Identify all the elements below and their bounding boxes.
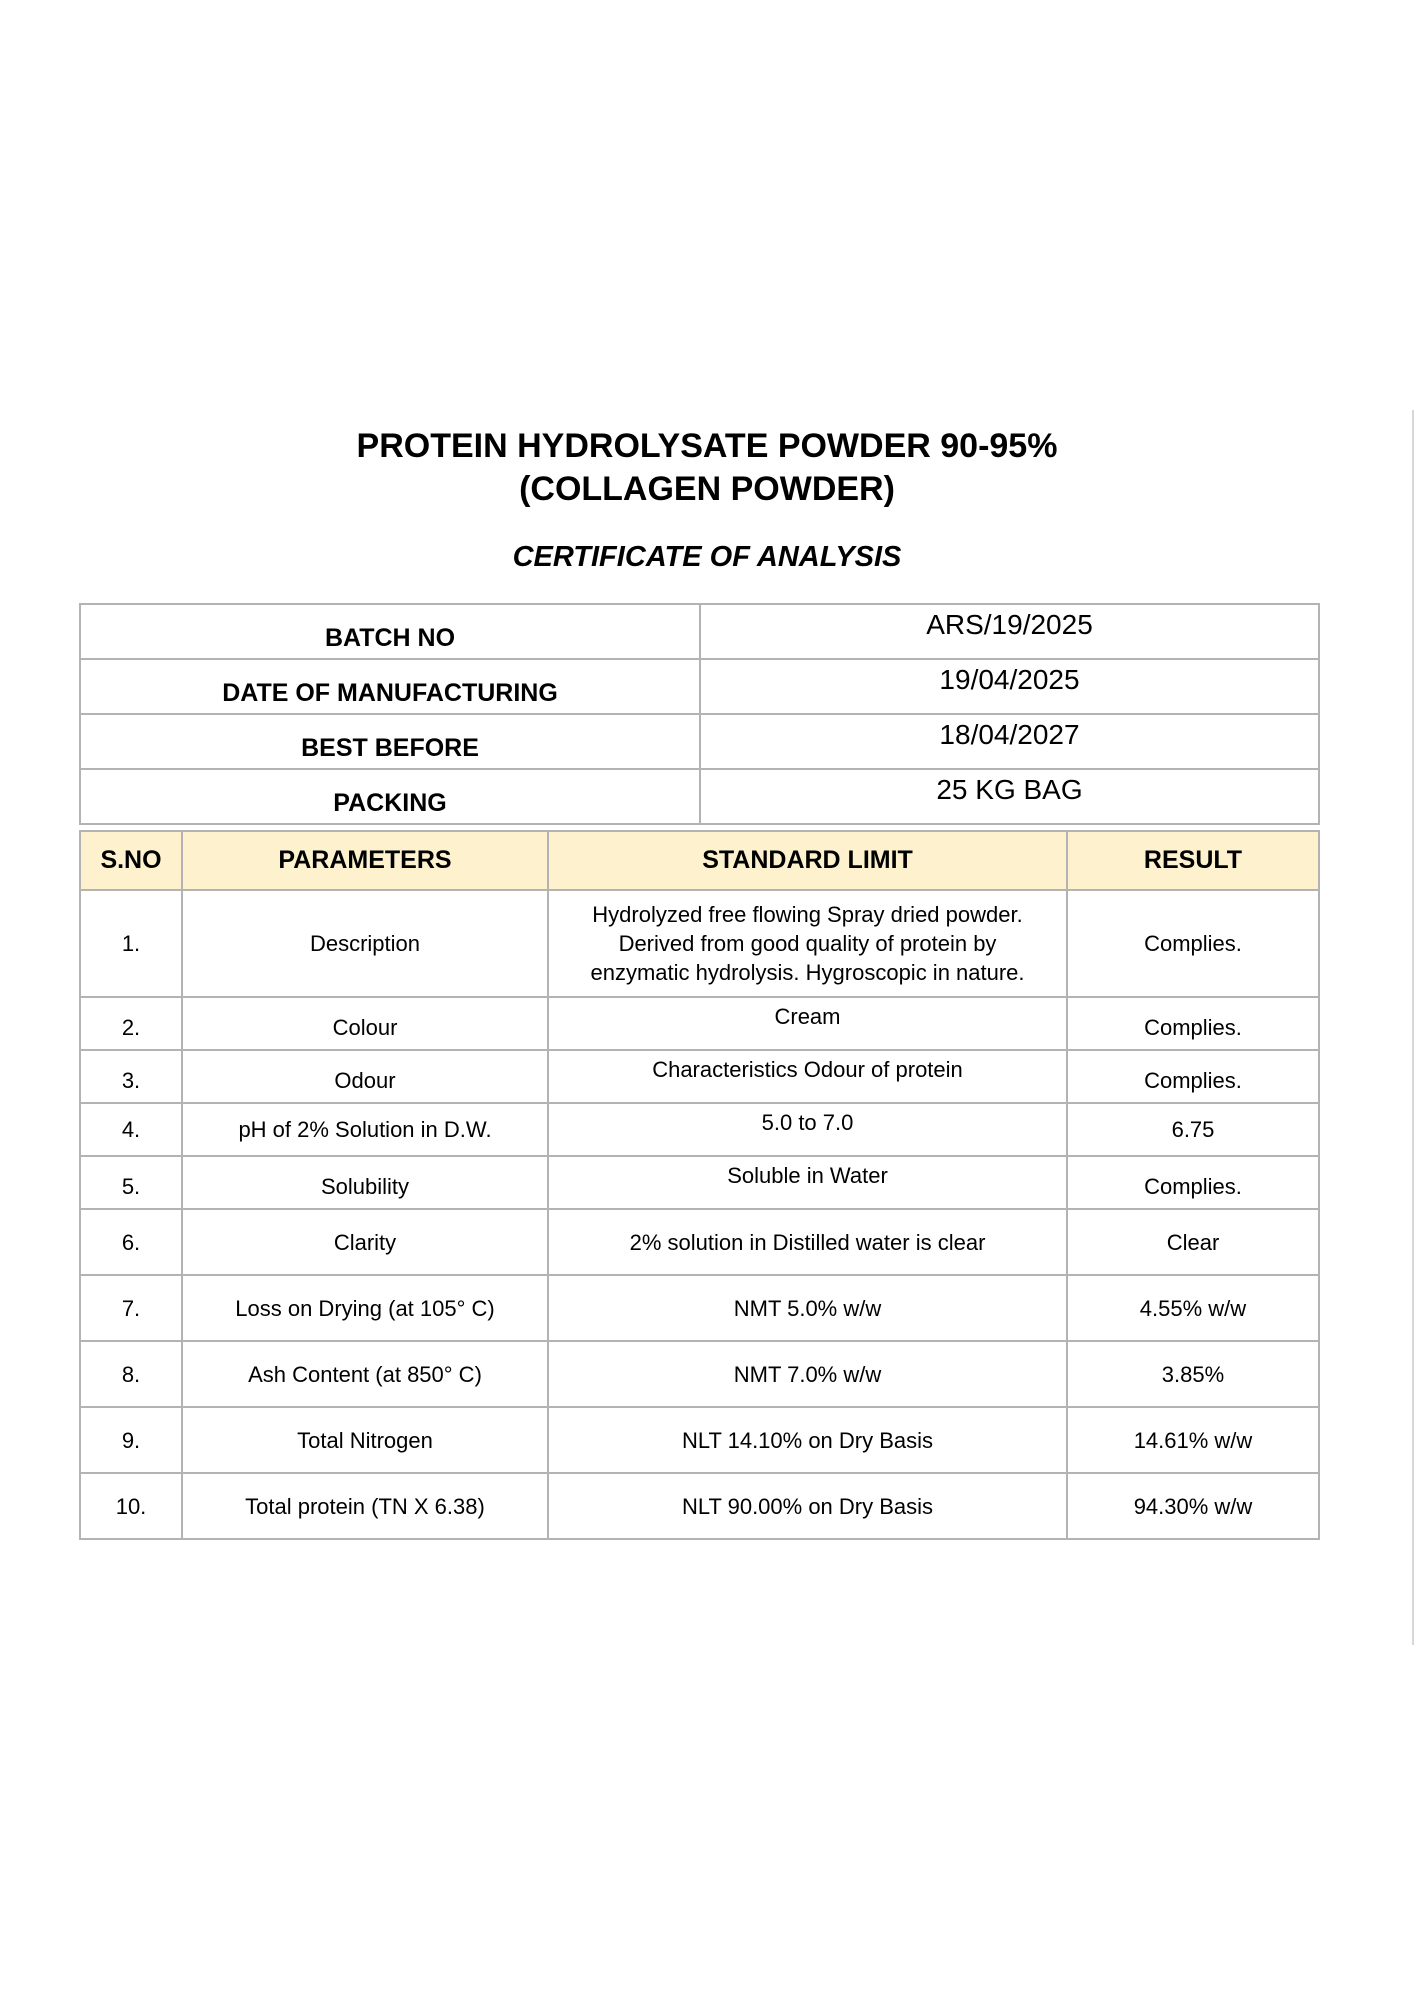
packing-value: 25 KG BAG: [700, 769, 1319, 824]
parameter-cell: Colour: [182, 997, 548, 1050]
table-row: [80, 1103, 1319, 1156]
sno-cell: 5.: [80, 1156, 182, 1209]
standard-cell: [548, 1473, 1067, 1539]
batch-info-row: [80, 659, 1319, 714]
parameter-cell: pH of 2% Solution in D.W.: [182, 1103, 548, 1156]
standard-line: NLT 14.10% on Dry Basis: [681, 1427, 934, 1453]
document-title: PROTEIN HYDROLYSATE POWDER 90-95%: [356, 427, 1058, 465]
standard-line: NLT 90.00% on Dry Basis: [681, 1493, 934, 1519]
result-cell: Complies.: [1067, 890, 1319, 997]
standard-line: NMT 7.0% w/w: [733, 1361, 882, 1387]
result-cell: Complies.: [1067, 1050, 1319, 1103]
result-cell: Clear: [1067, 1209, 1319, 1275]
standard-cell: [548, 890, 1067, 997]
parameter-cell: Total Nitrogen: [182, 1407, 548, 1473]
manufacture-date-value: 19/04/2025: [700, 659, 1319, 714]
batch-info-row: [80, 714, 1319, 769]
standard-cell: [548, 997, 1067, 1050]
standard-line: enzymatic hydrolysis. Hygroscopic in nature.: [590, 960, 1025, 985]
standard-cell: [548, 1275, 1067, 1341]
analysis-table: [79, 830, 1320, 1540]
batch-info-table: [79, 603, 1320, 825]
packing-label: PACKING: [80, 769, 700, 824]
parameters-header: PARAMETERS: [182, 831, 548, 890]
result-cell: 3.85%: [1067, 1341, 1319, 1407]
table-row: [80, 1473, 1319, 1539]
table-row: [80, 1275, 1319, 1341]
result-cell: 14.61% w/w: [1067, 1407, 1319, 1473]
standard-cell: [548, 1103, 1067, 1156]
table-row: [80, 1341, 1319, 1407]
manufacture-date-label: DATE OF MANUFACTURING: [80, 659, 700, 714]
standard-limit-header: STANDARD LIMIT: [548, 831, 1067, 890]
standard-line: 5.0 to 7.0: [761, 1110, 854, 1135]
standard-line: Hydrolyzed free flowing Spray dried powder.: [592, 902, 1023, 927]
result-cell: 6.75: [1067, 1103, 1319, 1156]
standard-line: NMT 5.0% w/w: [733, 1295, 882, 1321]
result-cell: Complies.: [1067, 1156, 1319, 1209]
standard-line: 2% solution in Distilled water is clear: [629, 1229, 986, 1255]
parameter-cell: Solubility: [182, 1156, 548, 1209]
table-row: [80, 1156, 1319, 1209]
certificate-heading: CERTIFICATE OF ANALYSIS: [512, 541, 902, 573]
document-title-sub: (COLLAGEN POWDER): [519, 470, 895, 508]
batch-info-row: [80, 604, 1319, 659]
table-row: [80, 1407, 1319, 1473]
standard-line: Derived from good quality of protein by: [618, 931, 997, 956]
sno-cell: 6.: [80, 1209, 182, 1275]
parameter-cell: Description: [182, 890, 548, 997]
standard-cell: [548, 1156, 1067, 1209]
parameter-cell: Total protein (TN X 6.38): [182, 1473, 548, 1539]
analysis-header-row: [80, 831, 1319, 890]
standard-line: Characteristics Odour of protein: [652, 1057, 963, 1082]
standard-line: Cream: [774, 1004, 841, 1029]
sno-header: S.NO: [80, 831, 182, 890]
standard-cell: [548, 1407, 1067, 1473]
sno-cell: 4.: [80, 1103, 182, 1156]
best-before-value: 18/04/2027: [700, 714, 1319, 769]
result-cell: Complies.: [1067, 997, 1319, 1050]
parameter-cell: Odour: [182, 1050, 548, 1103]
standard-cell: [548, 1050, 1067, 1103]
batch-no-value: ARS/19/2025: [700, 604, 1319, 659]
table-row: [80, 1209, 1319, 1275]
parameter-cell: Ash Content (at 850° C): [182, 1341, 548, 1407]
batch-no-label: BATCH NO: [80, 604, 700, 659]
parameter-cell: Clarity: [182, 1209, 548, 1275]
sno-cell: 10.: [80, 1473, 182, 1539]
standard-line: Soluble in Water: [727, 1163, 888, 1188]
result-header: RESULT: [1067, 831, 1319, 890]
standard-cell: [548, 1341, 1067, 1407]
best-before-label: BEST BEFORE: [80, 714, 700, 769]
sno-cell: 2.: [80, 997, 182, 1050]
sno-cell: 9.: [80, 1407, 182, 1473]
table-row: [80, 997, 1319, 1050]
table-row: [80, 1050, 1319, 1103]
table-row: [80, 890, 1319, 997]
parameter-cell: Loss on Drying (at 105° C): [182, 1275, 548, 1341]
sno-cell: 7.: [80, 1275, 182, 1341]
batch-info-row: [80, 769, 1319, 824]
standard-cell: [548, 1209, 1067, 1275]
sno-cell: 8.: [80, 1341, 182, 1407]
result-cell: 4.55% w/w: [1067, 1275, 1319, 1341]
sno-cell: 1.: [80, 890, 182, 997]
sno-cell: 3.: [80, 1050, 182, 1103]
result-cell: 94.30% w/w: [1067, 1473, 1319, 1539]
